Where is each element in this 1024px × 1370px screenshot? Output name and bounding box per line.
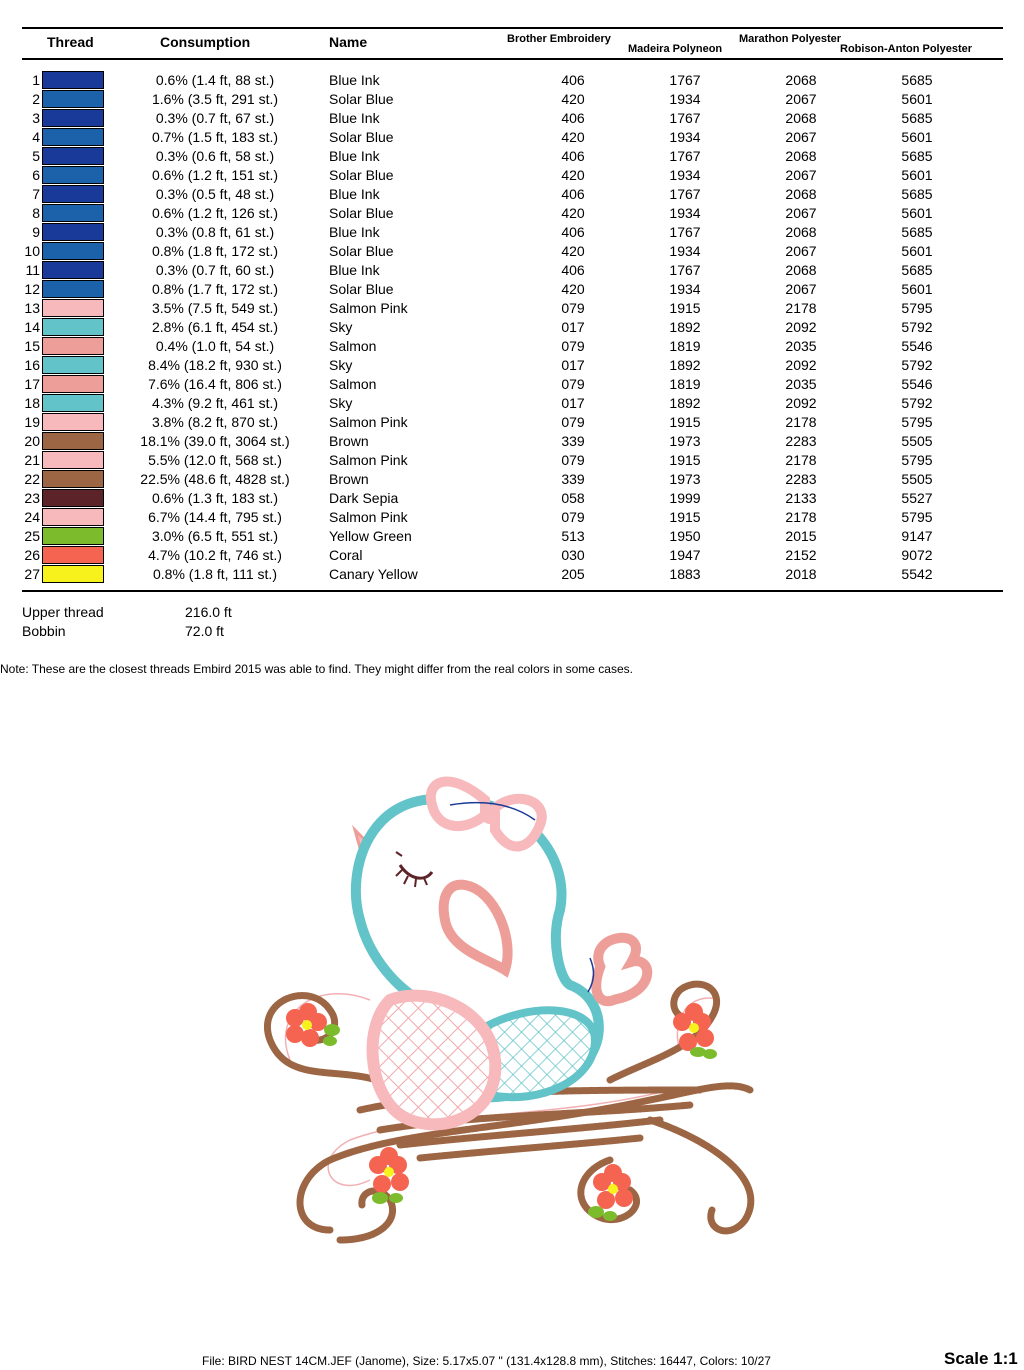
table-row xyxy=(0,299,1024,318)
color-swatch xyxy=(42,413,104,431)
table-top-rule xyxy=(22,27,1003,29)
thread-name: Salmon xyxy=(329,376,377,392)
thread-consumption: 3.0% (6.5 ft, 551 st.) xyxy=(151,528,279,544)
thread-consumption: 0.8% (1.8 ft, 172 st.) xyxy=(151,243,279,259)
thread-consumption: 4.3% (9.2 ft, 461 st.) xyxy=(151,395,279,411)
header-madeira: Madeira Polyneon xyxy=(628,43,723,55)
madeira-code: 1934 xyxy=(669,243,701,259)
thread-number: 1 xyxy=(32,72,40,88)
brother-code: 513 xyxy=(561,528,585,544)
table-row xyxy=(0,147,1024,166)
thread-name: Salmon Pink xyxy=(329,300,408,316)
color-swatch xyxy=(42,451,104,469)
thread-consumption: 22.5% (48.6 ft, 4828 st.) xyxy=(140,471,290,487)
marathon-code: 2283 xyxy=(785,433,817,449)
thread-consumption: 18.1% (39.0 ft, 3064 st.) xyxy=(140,433,290,449)
madeira-code: 1915 xyxy=(669,414,701,430)
brother-code: 420 xyxy=(561,243,585,259)
madeira-code: 1892 xyxy=(669,357,701,373)
brother-code: 420 xyxy=(561,129,585,145)
thread-name: Salmon xyxy=(329,338,377,354)
thread-name: Brown xyxy=(329,471,369,487)
brother-code: 058 xyxy=(561,490,585,506)
robison-code: 5601 xyxy=(901,129,933,145)
thread-name: Blue Ink xyxy=(329,110,380,126)
robison-code: 5601 xyxy=(901,281,933,297)
brother-code: 420 xyxy=(561,167,585,183)
brother-code: 339 xyxy=(561,433,585,449)
madeira-code: 1819 xyxy=(669,376,701,392)
madeira-code: 1934 xyxy=(669,167,701,183)
table-row xyxy=(0,109,1024,128)
thread-number: 7 xyxy=(32,186,40,202)
robison-code: 5601 xyxy=(901,167,933,183)
marathon-code: 2092 xyxy=(785,395,817,411)
thread-number: 24 xyxy=(24,509,40,525)
robison-code: 5795 xyxy=(901,509,933,525)
marathon-code: 2067 xyxy=(785,243,817,259)
thread-number: 16 xyxy=(24,357,40,373)
table-row xyxy=(0,489,1024,508)
thread-number: 26 xyxy=(24,547,40,563)
color-note: Note: These are the closest threads Embird 2015 was able to find. They might differ from the real colors in some cases. xyxy=(0,662,633,676)
thread-name: Yellow Green xyxy=(329,528,412,544)
color-swatch xyxy=(42,394,104,412)
robison-code: 5685 xyxy=(901,72,933,88)
table-row xyxy=(0,508,1024,527)
thread-number: 10 xyxy=(24,243,40,259)
robison-code: 5792 xyxy=(901,395,933,411)
brother-code: 017 xyxy=(561,357,585,373)
madeira-code: 1950 xyxy=(669,528,701,544)
madeira-code: 1947 xyxy=(669,547,701,563)
color-swatch xyxy=(42,185,104,203)
table-row xyxy=(0,318,1024,337)
madeira-code: 1767 xyxy=(669,110,701,126)
brother-code: 079 xyxy=(561,376,585,392)
color-swatch xyxy=(42,223,104,241)
brother-code: 079 xyxy=(561,338,585,354)
color-swatch xyxy=(42,508,104,526)
thread-name: Blue Ink xyxy=(329,262,380,278)
thread-consumption: 0.4% (1.0 ft, 54 st.) xyxy=(155,338,275,354)
table-row xyxy=(0,375,1024,394)
table-row xyxy=(0,413,1024,432)
marathon-code: 2178 xyxy=(785,509,817,525)
madeira-code: 1767 xyxy=(669,72,701,88)
madeira-code: 1892 xyxy=(669,395,701,411)
table-header-rule xyxy=(22,58,1003,60)
thread-name: Salmon Pink xyxy=(329,452,408,468)
thread-consumption: 0.6% (1.4 ft, 88 st.) xyxy=(155,72,275,88)
thread-number: 22 xyxy=(24,471,40,487)
brother-code: 420 xyxy=(561,91,585,107)
marathon-code: 2133 xyxy=(785,490,817,506)
bird xyxy=(355,781,653,1124)
header-marathon: Marathon Polyester xyxy=(739,33,842,45)
thread-consumption: 7.6% (16.4 ft, 806 st.) xyxy=(148,376,282,392)
madeira-code: 1767 xyxy=(669,262,701,278)
color-swatch xyxy=(42,166,104,184)
marathon-code: 2067 xyxy=(785,129,817,145)
thread-consumption: 0.8% (1.7 ft, 172 st.) xyxy=(151,281,279,297)
thread-number: 21 xyxy=(24,452,40,468)
marathon-code: 2067 xyxy=(785,281,817,297)
color-swatch xyxy=(42,318,104,336)
robison-code: 5505 xyxy=(901,471,933,487)
table-row xyxy=(0,223,1024,242)
robison-code: 9072 xyxy=(901,547,933,563)
madeira-code: 1934 xyxy=(669,205,701,221)
thread-name: Solar Blue xyxy=(329,129,394,145)
robison-code: 5792 xyxy=(901,357,933,373)
thread-number: 13 xyxy=(24,300,40,316)
madeira-code: 1934 xyxy=(669,281,701,297)
brother-code: 420 xyxy=(561,205,585,221)
robison-code: 5795 xyxy=(901,452,933,468)
color-swatch xyxy=(42,489,104,507)
color-swatch xyxy=(42,90,104,108)
table-row xyxy=(0,432,1024,451)
thread-number: 4 xyxy=(32,129,40,145)
thread-name: Dark Sepia xyxy=(329,490,399,506)
upper-thread-value: 216.0 ft xyxy=(185,604,232,620)
thread-name: Sky xyxy=(329,395,353,411)
thread-number: 8 xyxy=(32,205,40,221)
thread-consumption: 0.7% (1.5 ft, 183 st.) xyxy=(151,129,279,145)
robison-code: 5685 xyxy=(901,110,933,126)
marathon-code: 2068 xyxy=(785,224,817,240)
brother-code: 079 xyxy=(561,300,585,316)
brother-code: 079 xyxy=(561,509,585,525)
madeira-code: 1915 xyxy=(669,300,701,316)
bobbin-label: Bobbin xyxy=(22,623,66,639)
header-robison: Robison-Anton Polyester xyxy=(840,43,973,55)
robison-code: 5685 xyxy=(901,186,933,202)
brother-code: 205 xyxy=(561,566,585,582)
brother-code: 079 xyxy=(561,414,585,430)
brother-code: 079 xyxy=(561,452,585,468)
table-row xyxy=(0,337,1024,356)
color-swatch xyxy=(42,356,104,374)
thread-consumption: 2.8% (6.1 ft, 454 st.) xyxy=(151,319,279,335)
marathon-code: 2068 xyxy=(785,148,817,164)
thread-name: Salmon Pink xyxy=(329,414,408,430)
table-row xyxy=(0,185,1024,204)
table-row xyxy=(0,565,1024,584)
marathon-code: 2068 xyxy=(785,72,817,88)
thread-number: 27 xyxy=(24,566,40,582)
madeira-code: 1892 xyxy=(669,319,701,335)
thread-number: 9 xyxy=(32,224,40,240)
thread-number: 18 xyxy=(24,395,40,411)
thread-consumption: 0.3% (0.7 ft, 60 st.) xyxy=(155,262,275,278)
thread-name: Blue Ink xyxy=(329,224,380,240)
table-row xyxy=(0,166,1024,185)
thread-number: 17 xyxy=(24,376,40,392)
marathon-code: 2067 xyxy=(785,91,817,107)
madeira-code: 1915 xyxy=(669,452,701,468)
robison-code: 5685 xyxy=(901,148,933,164)
upper-thread-label: Upper thread xyxy=(22,604,104,620)
color-swatch xyxy=(42,565,104,583)
marathon-code: 2178 xyxy=(785,414,817,430)
thread-number: 23 xyxy=(24,490,40,506)
color-swatch xyxy=(42,109,104,127)
thread-name: Blue Ink xyxy=(329,186,380,202)
madeira-code: 1934 xyxy=(669,129,701,145)
madeira-code: 1915 xyxy=(669,509,701,525)
robison-code: 9147 xyxy=(901,528,933,544)
marathon-code: 2015 xyxy=(785,528,817,544)
madeira-code: 1934 xyxy=(669,91,701,107)
robison-code: 5546 xyxy=(901,338,933,354)
table-row xyxy=(0,280,1024,299)
color-swatch xyxy=(42,470,104,488)
thread-name: Salmon Pink xyxy=(329,509,408,525)
thread-consumption: 0.6% (1.2 ft, 151 st.) xyxy=(151,167,279,183)
thread-consumption: 0.3% (0.5 ft, 48 st.) xyxy=(155,186,275,202)
thread-name: Solar Blue xyxy=(329,281,394,297)
file-info: File: BIRD NEST 14CM.JEF (Janome), Size: 5.17x5.07 " (131.4x128.8 mm), Stitches: 16447, Colors: 10/27 xyxy=(202,1354,771,1368)
color-swatch xyxy=(42,242,104,260)
header-thread: Thread xyxy=(47,34,94,50)
robison-code: 5601 xyxy=(901,243,933,259)
thread-name: Coral xyxy=(329,547,363,563)
brother-code: 406 xyxy=(561,110,585,126)
table-row xyxy=(0,394,1024,413)
thread-consumption: 4.7% (10.2 ft, 746 st.) xyxy=(148,547,282,563)
thread-name: Canary Yellow xyxy=(329,566,418,582)
color-swatch xyxy=(42,546,104,564)
brother-code: 017 xyxy=(561,319,585,335)
brother-code: 030 xyxy=(561,547,585,563)
robison-code: 5795 xyxy=(901,414,933,430)
color-swatch xyxy=(42,375,104,393)
table-row xyxy=(0,128,1024,147)
thread-number: 5 xyxy=(32,148,40,164)
marathon-code: 2068 xyxy=(785,186,817,202)
marathon-code: 2283 xyxy=(785,471,817,487)
madeira-code: 1973 xyxy=(669,433,701,449)
table-row xyxy=(0,451,1024,470)
thread-consumption: 3.5% (7.5 ft, 549 st.) xyxy=(151,300,279,316)
header-name: Name xyxy=(329,34,368,50)
marathon-code: 2092 xyxy=(785,319,817,335)
robison-code: 5792 xyxy=(901,319,933,335)
thread-number: 15 xyxy=(24,338,40,354)
color-swatch xyxy=(42,432,104,450)
madeira-code: 1767 xyxy=(669,224,701,240)
table-row xyxy=(0,90,1024,109)
brother-code: 406 xyxy=(561,186,585,202)
madeira-code: 1767 xyxy=(669,148,701,164)
thread-number: 6 xyxy=(32,167,40,183)
madeira-code: 1819 xyxy=(669,338,701,354)
madeira-code: 1883 xyxy=(669,566,701,582)
madeira-code: 1767 xyxy=(669,186,701,202)
color-swatch xyxy=(42,527,104,545)
header-consumption: Consumption xyxy=(160,34,251,50)
thread-number: 14 xyxy=(24,319,40,335)
marathon-code: 2178 xyxy=(785,300,817,316)
robison-code: 5505 xyxy=(901,433,933,449)
table-row xyxy=(0,356,1024,375)
thread-consumption: 8.4% (18.2 ft, 930 st.) xyxy=(148,357,282,373)
thread-consumption: 0.3% (0.6 ft, 58 st.) xyxy=(155,148,275,164)
marathon-code: 2035 xyxy=(785,338,817,354)
header-brother: Brother Embroidery xyxy=(507,33,611,45)
color-swatch xyxy=(42,337,104,355)
marathon-code: 2068 xyxy=(785,110,817,126)
marathon-code: 2067 xyxy=(785,205,817,221)
table-bottom-rule xyxy=(22,590,1003,592)
thread-consumption: 5.5% (12.0 ft, 568 st.) xyxy=(148,452,282,468)
thread-name: Sky xyxy=(329,319,353,335)
brother-code: 406 xyxy=(561,262,585,278)
brother-code: 406 xyxy=(561,148,585,164)
marathon-code: 2068 xyxy=(785,262,817,278)
thread-number: 3 xyxy=(32,110,40,126)
table-row xyxy=(0,242,1024,261)
brother-code: 406 xyxy=(561,224,585,240)
embroidery-preview xyxy=(250,760,770,1260)
marathon-code: 2035 xyxy=(785,376,817,392)
brother-code: 017 xyxy=(561,395,585,411)
madeira-code: 1999 xyxy=(669,490,701,506)
robison-code: 5795 xyxy=(901,300,933,316)
table-row xyxy=(0,204,1024,223)
thread-name: Blue Ink xyxy=(329,72,380,88)
table-row xyxy=(0,261,1024,280)
robison-code: 5527 xyxy=(901,490,933,506)
thread-name: Sky xyxy=(329,357,353,373)
thread-consumption: 6.7% (14.4 ft, 795 st.) xyxy=(148,509,282,525)
thread-number: 11 xyxy=(25,262,40,278)
thread-name: Blue Ink xyxy=(329,148,380,164)
table-row xyxy=(0,546,1024,565)
scale-label: Scale 1:1 xyxy=(944,1349,1018,1368)
table-row xyxy=(0,470,1024,489)
thread-consumption: 0.3% (0.8 ft, 61 st.) xyxy=(155,224,275,240)
color-swatch xyxy=(42,128,104,146)
marathon-code: 2067 xyxy=(785,167,817,183)
color-swatch xyxy=(42,280,104,298)
thread-number: 19 xyxy=(24,414,40,430)
thread-number: 12 xyxy=(24,281,40,297)
thread-name: Solar Blue xyxy=(329,167,394,183)
marathon-code: 2092 xyxy=(785,357,817,373)
table-row xyxy=(0,71,1024,90)
color-swatch xyxy=(42,299,104,317)
color-swatch xyxy=(42,147,104,165)
marathon-code: 2178 xyxy=(785,452,817,468)
thread-number: 2 xyxy=(32,91,40,107)
thread-consumption: 0.3% (0.7 ft, 67 st.) xyxy=(155,110,275,126)
robison-code: 5546 xyxy=(901,376,933,392)
robison-code: 5542 xyxy=(901,566,933,582)
robison-code: 5685 xyxy=(901,262,933,278)
robison-code: 5601 xyxy=(901,205,933,221)
marathon-code: 2018 xyxy=(785,566,817,582)
thread-name: Solar Blue xyxy=(329,243,394,259)
thread-consumption: 1.6% (3.5 ft, 291 st.) xyxy=(151,91,279,107)
brother-code: 406 xyxy=(561,72,585,88)
color-swatch xyxy=(42,204,104,222)
marathon-code: 2152 xyxy=(785,547,817,563)
thread-consumption: 0.6% (1.2 ft, 126 st.) xyxy=(151,205,279,221)
thread-consumption: 0.8% (1.8 ft, 111 st.) xyxy=(153,566,277,582)
thread-name: Brown xyxy=(329,433,369,449)
madeira-code: 1973 xyxy=(669,471,701,487)
thread-number: 25 xyxy=(24,528,40,544)
color-swatch xyxy=(42,261,104,279)
thread-consumption: 0.6% (1.3 ft, 183 st.) xyxy=(151,490,279,506)
thread-name: Solar Blue xyxy=(329,91,394,107)
brother-code: 420 xyxy=(561,281,585,297)
brother-code: 339 xyxy=(561,471,585,487)
thread-name: Solar Blue xyxy=(329,205,394,221)
color-swatch xyxy=(42,71,104,89)
robison-code: 5685 xyxy=(901,224,933,240)
thread-consumption: 3.8% (8.2 ft, 870 st.) xyxy=(151,414,279,430)
thread-number: 20 xyxy=(24,433,40,449)
table-row xyxy=(0,527,1024,546)
bobbin-value: 72.0 ft xyxy=(185,623,224,639)
robison-code: 5601 xyxy=(901,91,933,107)
